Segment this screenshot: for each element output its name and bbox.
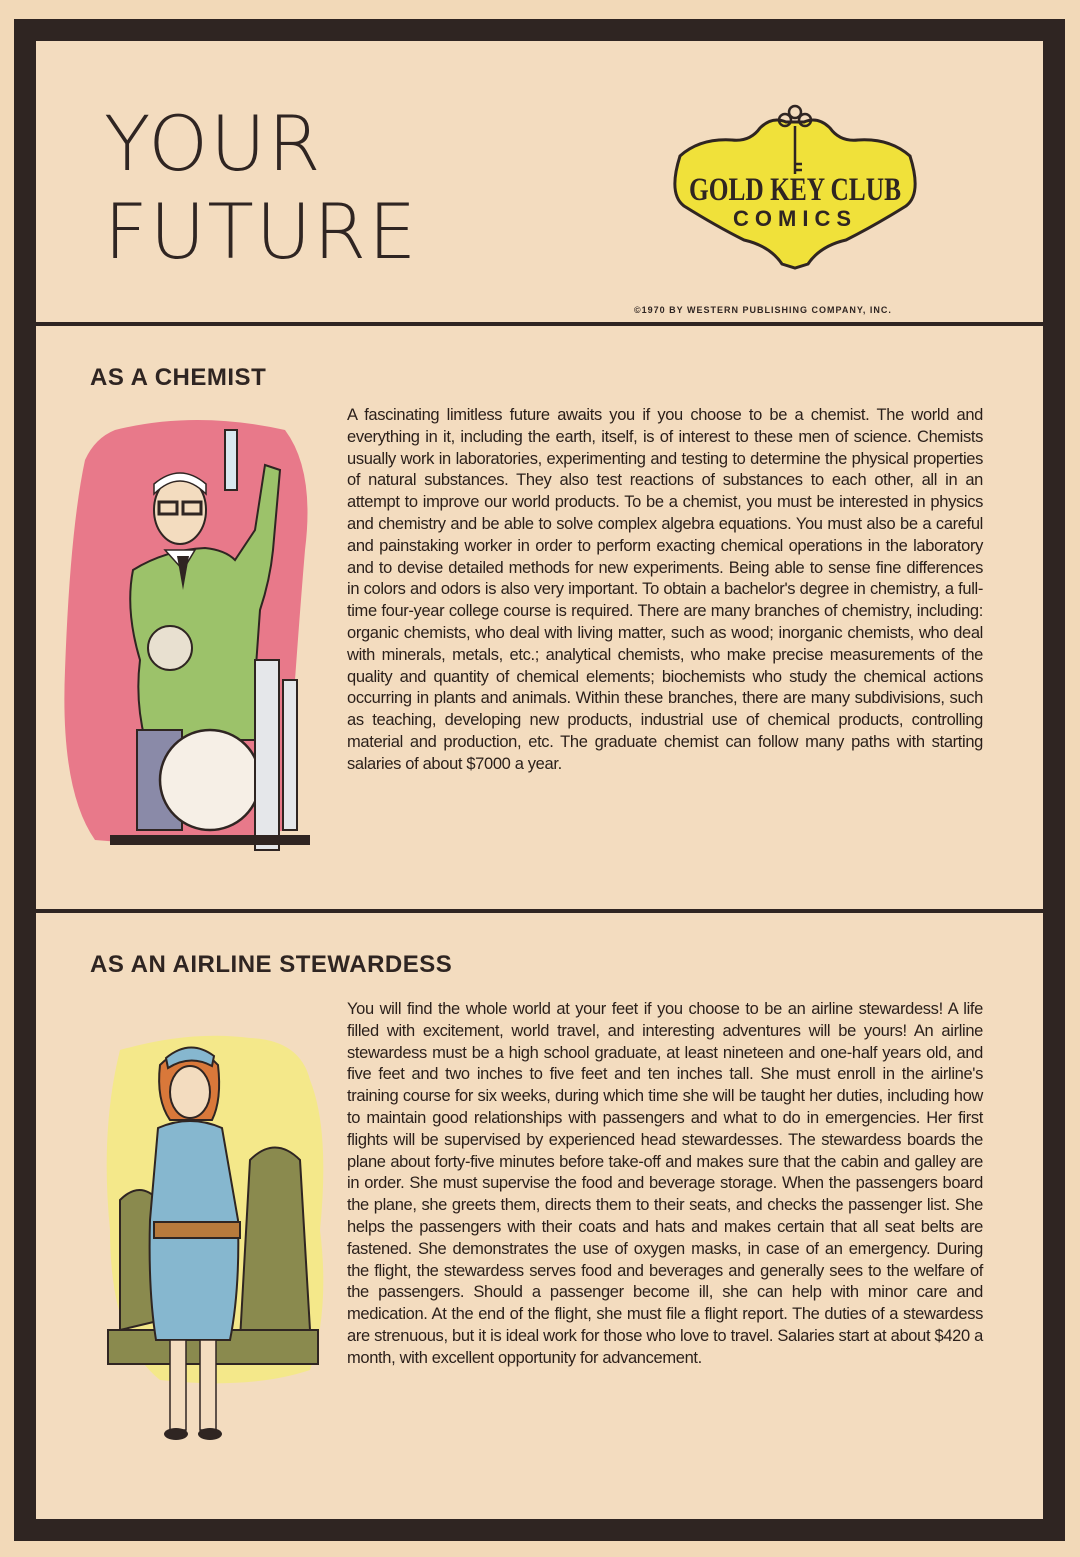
section-divider (36, 909, 1044, 913)
title-line-2: FUTURE (104, 187, 419, 276)
stewardess-heading: AS AN AIRLINE STEWARDESS (90, 951, 453, 978)
page-title (104, 100, 418, 276)
seat (240, 1148, 310, 1341)
chemist-body: A fascinating limitless future awaits you if you choose to be a chemist. The world and everything in it, including the earth, itself, is of interest to these men of science. Chemists usually work in laboratories, experimenting and testing to determine the physical properties of natural substances. They also test reactions of substances to each other, all in an attempt to improve our world products. To be a chemist, you must be interested in physics and chemistry and be able to solve complex algebra equations. You must also be a careful and painstaking worker in order to perform exacting chemical operations in the laboratory and to devise detailed methods for new experiments. Being able to sense fine differences in colors and odors is also very important. To obtain a bachelor's degree in chemistry, a full-time four-year college course is required. There are many branches of chemistry, including: organic chemists, who deal with living matter, such as wood; inorganic chemists, who deal with minerals, metals, etc.; analytical chemists, who make precise measurements of the quality and quantity of chemical elements; biochemists who study the chemical actions occurring in plants and animals. Within these branches, there are many subdivisions, such as teaching, developing new products, industrial use of chemical products, controlling material and production, etc. The graduate chemist can follow many paths with starting salaries of about $7000 a year. (347, 406, 983, 773)
logo-line-1: GOLD KEY CLUB (689, 172, 901, 208)
title-line-1: YOUR (104, 99, 323, 188)
test-tube (225, 430, 237, 490)
gold-key-club-logo (660, 98, 930, 268)
logo-line-2: COMICS (733, 206, 857, 231)
stewardess-body: You will find the whole world at your feet if you choose to be an airline stewardess! A life filled with excitement, world travel, and interesting adventures will be yours! An airline stewardess must be a high school graduate, at least nineteen and one-half years old, and five feet and two inches to five feet and ten inches tall. She must enroll in the airline's training course for six weeks, during which time she will be taught her duties, including how to maintain good relationships with passengers and what to do in emergencies. Her first flights will be supervised by experienced head stewardesses. The stewardess boards the plane about forty-five minutes before take-off and makes sure that the cabin and galley are in order. She must supervise the food and beverage storage. When the passengers board the plane, she greets them, directs them to their seats, and checks the passenger list. She helps the passengers with their coats and hats and makes certain that all seat belts are fastened. She demonstrates the use of oxygen masks, in case of an emergency. During the flight, the stewardess serves food and beverages and generally sees to the welfare of the passengers. Should a passenger become ill, she can help with minor care and medication. At the end of the flight, she must file a flight report. The duties of a stewardess are strenuous, but it is ideal work for those who love to travel. Salaries start at about $420 a month, with excellent opportunity for advancement. (347, 1000, 983, 1367)
stewardess-illustration (100, 1010, 345, 1460)
chemist-heading: AS A CHEMIST (90, 364, 267, 391)
chemist-illustration (55, 410, 345, 870)
flask (148, 626, 192, 670)
section-divider (36, 322, 1044, 326)
copyright-notice: ©1970 BY WESTERN PUBLISHING COMPANY, INC. (634, 305, 892, 315)
